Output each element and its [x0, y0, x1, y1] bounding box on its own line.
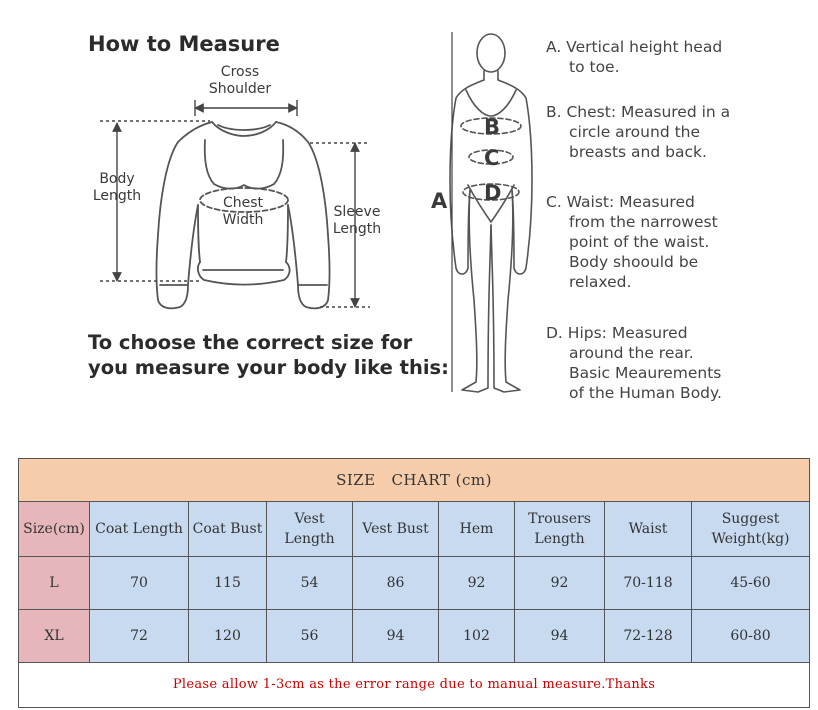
- table-cell: 92: [439, 557, 515, 610]
- column-header: Size(cm): [19, 502, 90, 557]
- description-d: D. Hips: Measured around the rear. Basic Meaurements of the Human Body.: [546, 324, 722, 402]
- description-c: C. Waist: Measured from the narrowest point of the waist. Body shoould be relaxed.: [546, 193, 718, 291]
- body-figure: [450, 34, 532, 392]
- table-cell: 70-118: [605, 557, 692, 610]
- column-header: Suggest Weight(kg): [692, 502, 810, 557]
- column-header: Coat Length: [90, 502, 189, 557]
- column-header: Vest Bust: [353, 502, 439, 557]
- description-b: B. Chest: Measured in a circle around the breasts and back.: [546, 103, 731, 161]
- column-header: Coat Bust: [189, 502, 267, 557]
- table-cell: 72-128: [605, 610, 692, 663]
- size-label-cell: XL: [19, 610, 90, 663]
- table-cell: 72: [90, 610, 189, 663]
- table-row: [19, 610, 810, 663]
- instruction-text: To choose the correct size for you measure your body like this:: [88, 331, 449, 379]
- table-cell: 94: [515, 610, 605, 663]
- table-cell: 102: [439, 610, 515, 663]
- table-cell: 45-60: [692, 557, 810, 610]
- column-header: Waist: [605, 502, 692, 557]
- cross-shoulder-label: Cross Shoulder: [208, 64, 272, 97]
- description-a: A. Vertical height head to toe.: [546, 38, 723, 76]
- size-label-cell: L: [19, 557, 90, 610]
- table-cell: 54: [267, 557, 353, 610]
- body-length-label: Body Length: [92, 171, 142, 204]
- marker-d: D: [484, 181, 502, 205]
- header-row: [19, 502, 810, 557]
- table-cell: 86: [353, 557, 439, 610]
- size-chart-title: SIZE CHART (cm): [19, 459, 810, 502]
- chest-width-label: Chest Width: [222, 195, 264, 228]
- guide-title: How to Measure: [88, 32, 280, 56]
- sleeve-length-label: Sleeve Length: [332, 204, 382, 237]
- table-row: [19, 557, 810, 610]
- marker-c: C: [484, 146, 500, 170]
- table-cell: 60-80: [692, 610, 810, 663]
- marker-a: A: [431, 189, 448, 213]
- table-cell: 120: [189, 610, 267, 663]
- size-chart-table: [18, 458, 810, 708]
- table-cell: 92: [515, 557, 605, 610]
- column-header: Vest Length: [267, 502, 353, 557]
- table-cell: 115: [189, 557, 267, 610]
- table-cell: 94: [353, 610, 439, 663]
- column-header: Hem: [439, 502, 515, 557]
- column-header: Trousers Length: [515, 502, 605, 557]
- table-cell: 56: [267, 610, 353, 663]
- table-cell: 70: [90, 557, 189, 610]
- marker-b: B: [484, 115, 501, 139]
- error-range-note: Please allow 1-3cm as the error range due to manual measure.Thanks: [19, 663, 810, 708]
